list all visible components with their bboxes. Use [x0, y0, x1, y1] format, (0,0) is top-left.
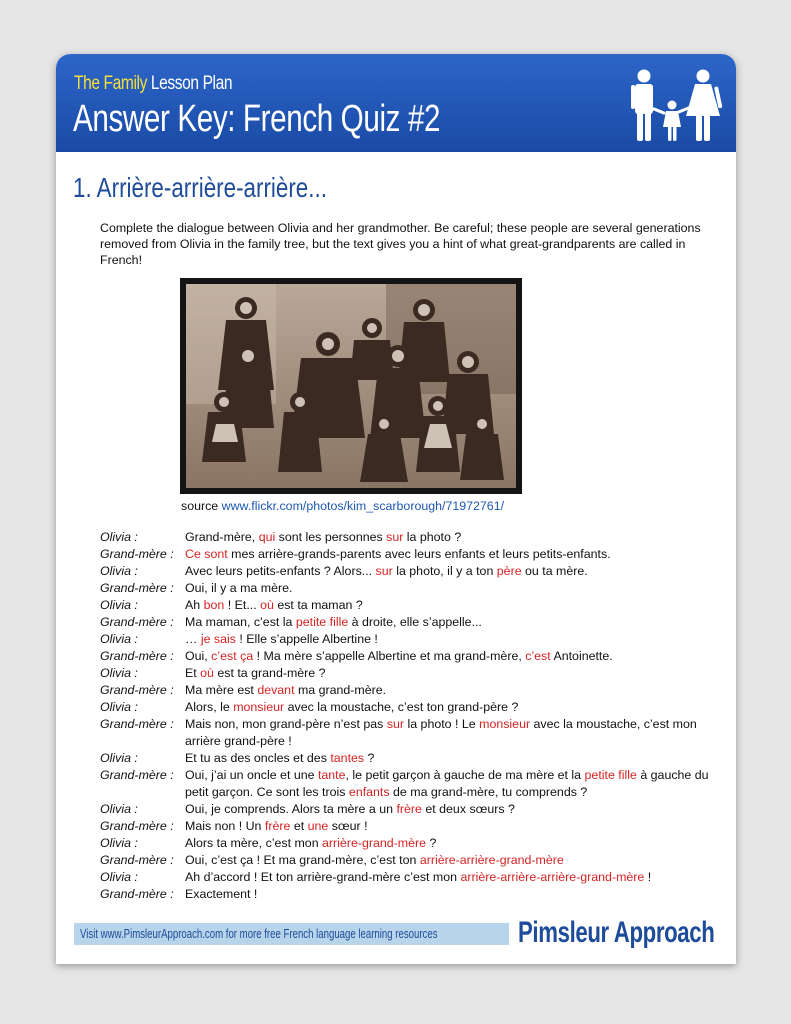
dialogue-fragment: la photo ! Le — [404, 717, 480, 731]
dialogue-line — [100, 648, 720, 665]
answer-word: sur — [386, 530, 404, 544]
answer-word: c’est — [525, 649, 551, 663]
dialogue-speaker: Olivia : — [100, 751, 138, 765]
dialogue-fragment: ou ta mère. — [521, 564, 588, 578]
dialogue-text — [185, 750, 720, 767]
dialogue-speaker: Grand-mère : — [100, 768, 174, 782]
dialogue-line — [100, 818, 720, 835]
dialogue-fragment: ! Elle s’appelle Albertine ! — [235, 632, 378, 646]
dialogue-text — [185, 869, 720, 886]
dialogue-speaker: Grand-mère : — [100, 853, 174, 867]
dialogue-text — [185, 580, 720, 597]
dialogue-text — [185, 818, 720, 835]
dialogue-fragment: Oui, il y a ma mère. — [185, 581, 293, 595]
answer-word: Ce sont — [185, 547, 228, 561]
brand-logo: Pimsleur Approach — [518, 916, 715, 949]
dialogue-text — [185, 614, 720, 631]
answer-word: père — [496, 564, 522, 578]
dialogue-speaker: Grand-mère : — [100, 717, 174, 731]
dialogue-fragment: Et — [185, 666, 201, 680]
dialogue-text — [185, 801, 720, 818]
dialogue-text — [185, 699, 720, 716]
dialogue-line — [100, 665, 720, 682]
dialogue-fragment: ! Ma mère s’appelle Albertine et ma grand-mère, — [253, 649, 526, 663]
dialogue-line — [100, 699, 720, 716]
answer-word: enfants — [348, 785, 390, 799]
dialogue-fragment: Oui, je comprends. Alors ta mère a un — [185, 802, 397, 816]
dialogue-line — [100, 529, 720, 546]
answer-word: arrière-grand-mère — [322, 836, 427, 850]
answer-word: où — [200, 666, 214, 680]
dialogue-fragment: ? — [364, 751, 375, 765]
lesson-label: Lesson Plan — [150, 73, 233, 94]
dialogue-fragment: ! Et... — [224, 598, 261, 612]
dialogue-fragment: Oui, j’ai un oncle et une — [185, 768, 318, 782]
dialogue-speaker: Grand-mère : — [100, 819, 174, 833]
dialogue-fragment: mes arrière-grands-parents avec leurs enfants et leurs petits-enfants. — [227, 547, 611, 561]
dialogue-line — [100, 631, 720, 648]
answer-word: arrière-arrière-arrière-grand-mère — [460, 870, 645, 884]
lesson-sheet — [56, 54, 736, 964]
family-icon — [630, 67, 726, 143]
dialogue-fragment: et deux sœurs ? — [421, 802, 515, 816]
dialogue-line — [100, 682, 720, 699]
dialogue-fragment: Mais non ! Un — [185, 819, 265, 833]
dialogue-fragment: Et tu as des oncles et des — [185, 751, 331, 765]
dialogue — [100, 529, 720, 903]
dialogue-fragment: Avec leurs petits-enfants ? Alors... — [185, 564, 376, 578]
dialogue-speaker: Olivia : — [100, 564, 138, 578]
source-label: source — [181, 499, 219, 513]
dialogue-speaker: Olivia : — [100, 700, 138, 714]
dialogue-text — [185, 767, 720, 801]
dialogue-fragment: est ta maman ? — [273, 598, 363, 612]
dialogue-speaker: Grand-mère : — [100, 887, 174, 901]
dialogue-fragment: Ah — [185, 598, 204, 612]
dialogue-speaker: Olivia : — [100, 870, 138, 884]
dialogue-fragment: Ma maman, c’est la — [185, 615, 296, 629]
dialogue-speaker: Olivia : — [100, 666, 138, 680]
dialogue-text — [185, 529, 720, 546]
family-photo — [180, 278, 522, 494]
photo-source — [181, 499, 504, 513]
dialogue-speaker: Grand-mère : — [100, 683, 174, 697]
dialogue-line — [100, 614, 720, 631]
page-title: Answer Key: French Quiz #2 — [73, 98, 441, 140]
answer-word: monsieur — [233, 700, 285, 714]
dialogue-fragment: Ah d’accord ! Et ton arrière-grand-mère c’est mon — [185, 870, 461, 884]
dialogue-line — [100, 750, 720, 767]
dialogue-fragment: sont les personnes — [275, 530, 387, 544]
dialogue-text — [185, 716, 720, 750]
dialogue-fragment: Alors, le — [185, 700, 234, 714]
answer-word: monsieur — [479, 717, 531, 731]
dialogue-fragment: avec la moustache, c’est mon arrière grand-père ! — [185, 717, 697, 748]
dialogue-line — [100, 580, 720, 597]
dialogue-text — [185, 648, 720, 665]
dialogue-line — [100, 869, 720, 886]
answer-word: devant — [257, 683, 295, 697]
dialogue-fragment: ma grand-mère. — [294, 683, 387, 697]
intro-paragraph: Complete the dialogue between Olivia and her grandmother. Be careful; these people are several generations removed from Olivia in the family tree, but the text gives you a hint of what great-grandparents are called in French! — [100, 221, 701, 267]
answer-word: arrière-arrière-grand-mère — [419, 853, 564, 867]
dialogue-speaker: Olivia : — [100, 836, 138, 850]
dialogue-fragment: Mais non, mon grand-père n’est pas — [185, 717, 387, 731]
footer-link-text[interactable]: Visit www.PimsleurApproach.com for more free French language learning resources — [80, 926, 438, 941]
dialogue-text — [185, 852, 720, 869]
dialogue-fragment: Ma mère est — [185, 683, 258, 697]
dialogue-text — [185, 597, 720, 614]
dialogue-line — [100, 886, 720, 903]
dialogue-fragment: Alors ta mère, c’est mon — [185, 836, 323, 850]
answer-word: bon — [203, 598, 225, 612]
dialogue-line — [100, 716, 720, 750]
dialogue-text — [185, 563, 720, 580]
source-link[interactable]: www.flickr.com/photos/kim_scarborough/71972761/ — [221, 499, 505, 513]
dialogue-line — [100, 852, 720, 869]
answer-word: sur — [375, 564, 393, 578]
dialogue-text — [185, 631, 720, 648]
dialogue-speaker: Grand-mère : — [100, 615, 174, 629]
dialogue-fragment: Oui, — [185, 649, 212, 663]
dialogue-speaker: Olivia : — [100, 598, 138, 612]
dialogue-fragment: Exactement ! — [185, 887, 258, 901]
dialogue-fragment: ! — [644, 870, 652, 884]
dialogue-fragment: sœur ! — [328, 819, 368, 833]
dialogue-fragment: la photo, il y a ton — [392, 564, 497, 578]
dialogue-speaker: Olivia : — [100, 802, 138, 816]
dialogue-fragment: Oui, c’est ça ! Et ma grand-mère, c’est ton — [185, 853, 420, 867]
dialogue-fragment: à droite, elle s’appelle... — [348, 615, 482, 629]
dialogue-fragment: de ma grand-mère, tu comprends ? — [389, 785, 588, 799]
dialogue-line — [100, 546, 720, 563]
dialogue-fragment: avec la moustache, c’est ton grand-père ? — [284, 700, 519, 714]
answer-word: frère — [396, 802, 422, 816]
dialogue-fragment: Antoinette. — [550, 649, 613, 663]
dialogue-fragment: à gauche du petit garçon. Ce sont les trois — [185, 768, 709, 799]
dialogue-speaker: Grand-mère : — [100, 649, 174, 663]
dialogue-fragment: est ta grand-mère ? — [213, 666, 326, 680]
dialogue-fragment: la photo ? — [403, 530, 462, 544]
dialogue-text — [185, 886, 720, 903]
answer-word: je sais — [200, 632, 236, 646]
lesson-line — [74, 73, 232, 95]
dialogue-line — [100, 767, 720, 801]
dialogue-text — [185, 665, 720, 682]
answer-word: sur — [386, 717, 405, 731]
section-heading: 1. Arrière-arrière-arrière... — [73, 172, 327, 203]
answer-word: c’est ça — [211, 649, 254, 663]
dialogue-text — [185, 835, 720, 852]
dialogue-speaker: Grand-mère : — [100, 547, 174, 561]
dialogue-fragment: et — [290, 819, 308, 833]
lesson-topic: The Family — [74, 73, 147, 94]
dialogue-fragment: , le petit garçon à gauche de ma mère et la — [345, 768, 585, 782]
answer-word: qui — [258, 530, 276, 544]
dialogue-fragment: … — [185, 632, 201, 646]
dialogue-text — [185, 546, 720, 563]
answer-word: petite fille — [584, 768, 637, 782]
dialogue-line — [100, 597, 720, 614]
dialogue-line — [100, 801, 720, 818]
answer-word: où — [260, 598, 274, 612]
dialogue-speaker: Grand-mère : — [100, 581, 174, 595]
dialogue-speaker: Olivia : — [100, 632, 138, 646]
answer-word: tante — [317, 768, 346, 782]
dialogue-line — [100, 835, 720, 852]
answer-word: tantes — [330, 751, 365, 765]
dialogue-line — [100, 563, 720, 580]
dialogue-text — [185, 682, 720, 699]
answer-word: une — [307, 819, 329, 833]
dialogue-fragment: Grand-mère, — [185, 530, 259, 544]
answer-word: petite fille — [295, 615, 349, 629]
header-banner — [56, 54, 736, 152]
answer-word: frère — [264, 819, 291, 833]
dialogue-fragment: ? — [426, 836, 437, 850]
dialogue-speaker: Olivia : — [100, 530, 138, 544]
